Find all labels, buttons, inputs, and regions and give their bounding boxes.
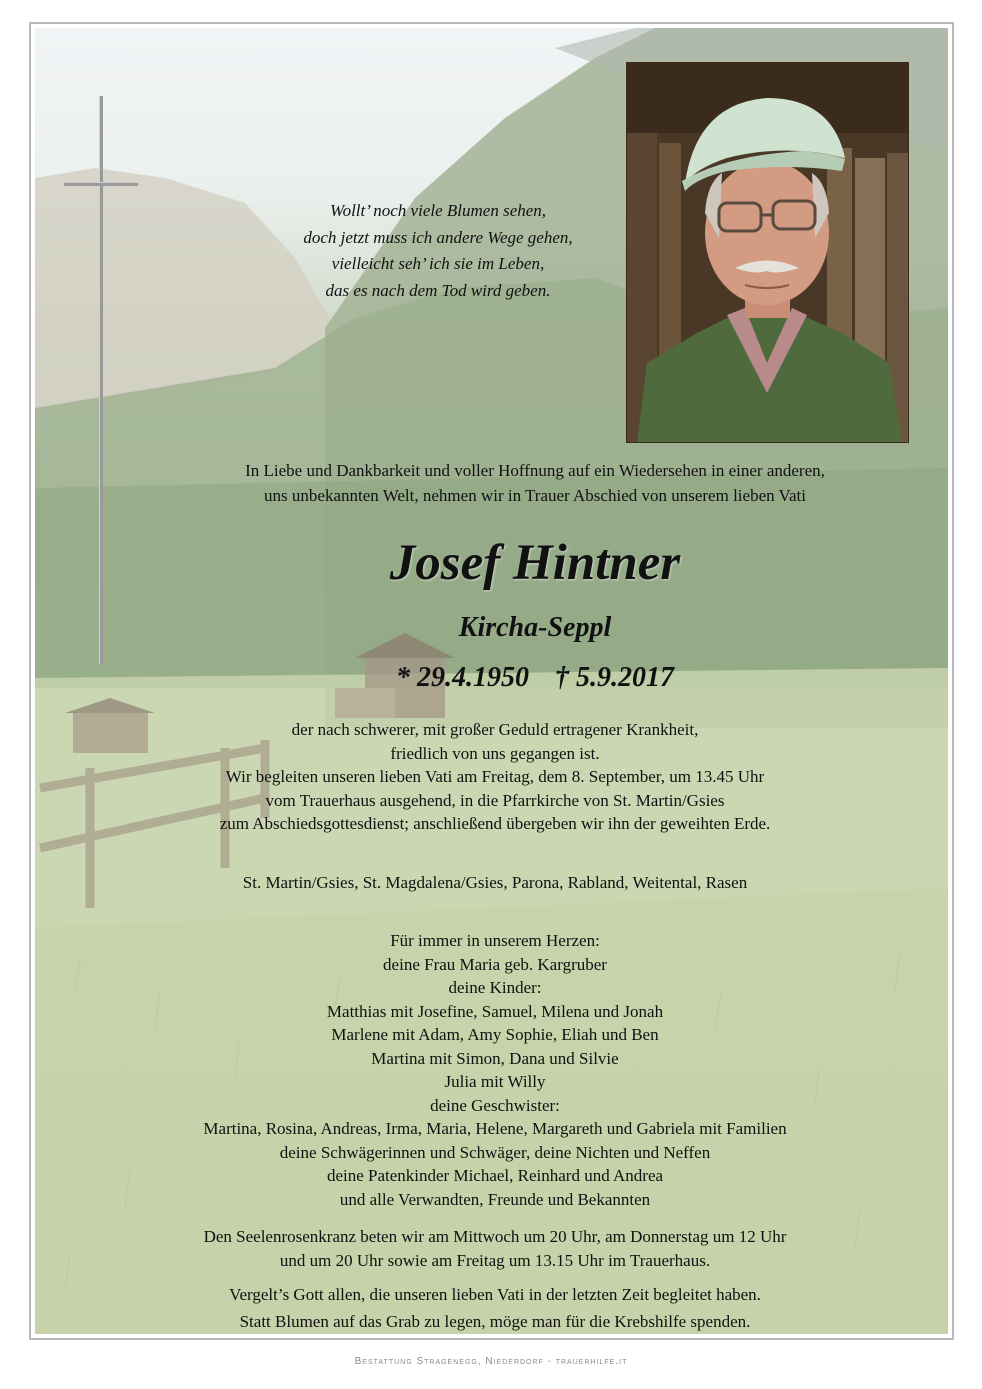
notice-line: der nach schwerer, mit großer Geduld ertragener Krankheit, <box>291 720 699 739</box>
mourner-line: und alle Verwandten, Freunde und Bekannten <box>339 1189 651 1209</box>
notice-line: zum Abschiedsgottesdienst; anschließend übergeben wir ihn der geweihten Erde. <box>219 814 771 833</box>
deceased-nickname: Kircha-Seppl <box>458 612 612 643</box>
mourner-line: deine Schwägerinnen und Schwäger, deine Nichten und Neffen <box>279 1142 711 1162</box>
mourner-line: deine Frau Maria geb. Kargruber <box>383 954 607 974</box>
rosary-line: Den Seelenrosenkranz beten wir am Mittwoch um 20 Uhr, am Donnerstag um 12 Uhr <box>203 1227 787 1246</box>
donation-line: Statt Blumen auf das Grab zu legen, möge man für die Krebshilfe spenden. <box>239 1312 751 1331</box>
memorial-poem <box>228 198 648 304</box>
mourner-line: Für immer in unserem Herzen: <box>390 931 600 950</box>
poem-line: Wollt’ noch viele Blumen sehen, <box>329 201 547 220</box>
footer-credit: Bestattung Stragenegg, Niederdorf - trauerhilfe.it <box>354 1356 628 1367</box>
mourner-line: deine Patenkinder Michael, Reinhard und Andrea <box>326 1166 664 1185</box>
notice-line: vom Trauerhaus ausgehend, in die Pfarrkirche von St. Martin/Gsies <box>265 790 725 810</box>
places-line: St. Martin/Gsies, St. Magdalena/Gsies, Parona, Rabland, Weitental, Rasen <box>242 873 748 892</box>
intro-line: In Liebe und Dankbarkeit und voller Hoffnung auf ein Wiedersehen in einer anderen, <box>245 461 825 480</box>
mourners-list <box>60 929 930 1211</box>
mourner-line: deine Geschwister: <box>430 1095 560 1115</box>
poem-line: doch jetzt muss ich andere Wege gehen, <box>303 227 573 247</box>
mourner-line: Julia mit Willy <box>444 1072 546 1091</box>
places-text <box>60 871 930 895</box>
poem-line: vielleicht seh’ ich sie im Leben, <box>331 254 545 273</box>
poem-line: das es nach dem Tod wird geben. <box>325 280 551 300</box>
memorial-cross-horizontal <box>64 182 138 186</box>
notice-line: Wir begleiten unseren lieben Vati am Freitag, dem 8. September, um 13.45 Uhr <box>225 767 765 786</box>
death-notice-text <box>60 718 930 836</box>
birth-date: * 29.4.1950 <box>396 662 529 693</box>
intro-line: uns unbekannten Welt, nehmen wir in Trauer Abschied von unserem lieben Vati <box>264 486 806 505</box>
mourner-line: Marlene mit Adam, Amy Sophie, Eliah und Ben <box>331 1025 659 1044</box>
life-dates <box>300 658 770 698</box>
thanks-line: Vergelt’s Gott allen, die unseren lieben Vati in der letzten Zeit begleitet haben. <box>229 1285 761 1304</box>
mourner-line: deine Kinder: <box>448 978 542 997</box>
notice-line: friedlich von uns gegangen ist. <box>390 743 600 763</box>
mourner-line: Martina, Rosina, Andreas, Irma, Maria, Helene, Margareth und Gabriela mit Familien <box>203 1119 787 1138</box>
deceased-name: Josef Hintner <box>389 535 681 591</box>
thanks-text <box>60 1283 930 1307</box>
donation-text <box>60 1310 930 1334</box>
portrait-photo <box>627 63 908 442</box>
intro-text <box>120 458 950 508</box>
death-date: † 5.9.2017 <box>555 662 674 693</box>
mourner-line: Matthias mit Josefine, Samuel, Milena und Jonah <box>326 1001 664 1021</box>
rosary-line: und um 20 Uhr sowie am Freitag um 13.15 Uhr im Trauerhaus. <box>279 1250 711 1270</box>
mourner-line: Martina mit Simon, Dana und Silvie <box>371 1048 619 1068</box>
rosary-text <box>60 1225 930 1272</box>
